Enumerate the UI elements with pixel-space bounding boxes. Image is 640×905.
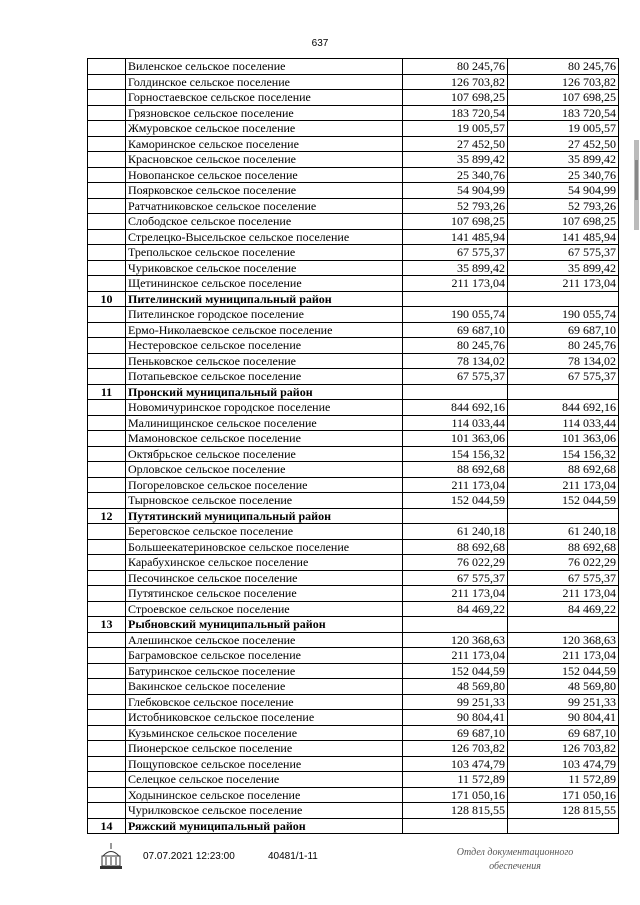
row-name: Строевское сельское поселение (126, 601, 403, 617)
settlement-row (88, 167, 619, 183)
row-value-2: 844 692,16 (508, 400, 619, 416)
row-index (88, 632, 126, 648)
settlement-row (88, 183, 619, 199)
row-name: Виленское сельское поселение (126, 59, 403, 75)
page-number: 637 (311, 38, 329, 49)
row-value-2: 54 904,99 (508, 183, 619, 199)
row-name: Новомичуринское городское поселение (126, 400, 403, 416)
row-index (88, 121, 126, 137)
settlement-row (88, 90, 619, 106)
row-value-1 (403, 818, 508, 834)
building-emblem-icon (99, 842, 123, 872)
row-name: Голдинское сельское поселение (126, 74, 403, 90)
row-index: 12 (88, 508, 126, 524)
row-value-1: 107 698,25 (403, 90, 508, 106)
row-value-2: 211 173,04 (508, 276, 619, 292)
row-index (88, 694, 126, 710)
department-stamp (440, 846, 590, 874)
row-name: Ермо-Николаевское сельское поселение (126, 322, 403, 338)
row-index (88, 415, 126, 431)
row-value-2: 152 044,59 (508, 493, 619, 509)
row-value-2: 211 173,04 (508, 477, 619, 493)
settlement-row (88, 756, 619, 772)
row-value-1: 190 055,74 (403, 307, 508, 323)
row-value-2: 154 156,32 (508, 446, 619, 462)
row-index (88, 105, 126, 121)
row-index (88, 477, 126, 493)
settlement-row (88, 400, 619, 416)
row-index (88, 167, 126, 183)
row-index (88, 756, 126, 772)
row-name: Новопанское сельское поселение (126, 167, 403, 183)
settlement-row (88, 539, 619, 555)
row-name: Баграмовское сельское поселение (126, 648, 403, 664)
row-value-2: 120 368,63 (508, 632, 619, 648)
row-name: Пеньковское сельское поселение (126, 353, 403, 369)
row-value-2: 126 703,82 (508, 741, 619, 757)
row-index (88, 710, 126, 726)
footer-datetime: 07.07.2021 12:23:00 (143, 851, 235, 862)
row-index (88, 493, 126, 509)
row-name: Береговское сельское поселение (126, 524, 403, 540)
row-index (88, 90, 126, 106)
settlement-row (88, 74, 619, 90)
row-value-1: 69 687,10 (403, 322, 508, 338)
settlement-row (88, 477, 619, 493)
row-value-1: 126 703,82 (403, 741, 508, 757)
row-value-1: 211 173,04 (403, 276, 508, 292)
row-name: Трепольское сельское поселение (126, 245, 403, 261)
row-index: 11 (88, 384, 126, 400)
row-name: Нестеровское сельское поселение (126, 338, 403, 354)
row-name: Малинищинское сельское поселение (126, 415, 403, 431)
row-value-2: 67 575,37 (508, 245, 619, 261)
row-name: Пителинский муниципальный район (126, 291, 403, 307)
row-value-1: 99 251,33 (403, 694, 508, 710)
row-value-2: 84 469,22 (508, 601, 619, 617)
row-name: Карабухинское сельское поселение (126, 555, 403, 571)
row-value-2: 114 033,44 (508, 415, 619, 431)
row-value-1: 54 904,99 (403, 183, 508, 199)
row-index (88, 353, 126, 369)
row-index (88, 586, 126, 602)
row-value-1: 183 720,54 (403, 105, 508, 121)
row-value-2: 67 575,37 (508, 570, 619, 586)
row-name: Пионерское сельское поселение (126, 741, 403, 757)
row-value-2 (508, 818, 619, 834)
settlement-row (88, 415, 619, 431)
row-value-1: 80 245,76 (403, 338, 508, 354)
row-index (88, 679, 126, 695)
row-value-2: 35 899,42 (508, 152, 619, 168)
settlement-row (88, 725, 619, 741)
row-value-1: 103 474,79 (403, 756, 508, 772)
table-body (88, 59, 619, 834)
settlement-row (88, 214, 619, 230)
settlement-row (88, 59, 619, 75)
row-index (88, 555, 126, 571)
row-value-2: 101 363,06 (508, 431, 619, 447)
row-name: Глебковское сельское поселение (126, 694, 403, 710)
settlement-row (88, 803, 619, 819)
row-value-2: 35 899,42 (508, 260, 619, 276)
row-index (88, 245, 126, 261)
row-name: Поярковское сельское поселение (126, 183, 403, 199)
district-row (88, 617, 619, 633)
row-index (88, 462, 126, 478)
settlement-row (88, 493, 619, 509)
row-index (88, 787, 126, 803)
row-value-2: 48 569,80 (508, 679, 619, 695)
row-index (88, 741, 126, 757)
row-value-2: 152 044,59 (508, 663, 619, 679)
row-value-1: 61 240,18 (403, 524, 508, 540)
footer-doc-number: 40481/1-11 (268, 851, 318, 862)
row-value-2: 107 698,25 (508, 214, 619, 230)
row-value-1: 107 698,25 (403, 214, 508, 230)
row-value-2: 190 055,74 (508, 307, 619, 323)
row-value-1: 27 452,50 (403, 136, 508, 152)
settlement-row (88, 632, 619, 648)
settlement-row (88, 276, 619, 292)
row-index (88, 446, 126, 462)
row-index (88, 431, 126, 447)
row-name: Ратчатниковское сельское поселение (126, 198, 403, 214)
row-index (88, 400, 126, 416)
row-index (88, 59, 126, 75)
row-index (88, 183, 126, 199)
row-value-1: 78 134,02 (403, 353, 508, 369)
row-value-2 (508, 508, 619, 524)
row-name: Тырновское сельское поселение (126, 493, 403, 509)
row-value-2: 76 022,29 (508, 555, 619, 571)
settlement-row (88, 648, 619, 664)
row-value-1: 120 368,63 (403, 632, 508, 648)
row-value-1: 152 044,59 (403, 663, 508, 679)
row-value-1: 101 363,06 (403, 431, 508, 447)
row-value-2: 141 485,94 (508, 229, 619, 245)
row-name: Вакинское сельское поселение (126, 679, 403, 695)
row-value-2: 11 572,89 (508, 772, 619, 788)
settlement-row (88, 121, 619, 137)
row-index (88, 648, 126, 664)
row-name: Погореловское сельское поселение (126, 477, 403, 493)
settlement-row (88, 601, 619, 617)
settlement-row (88, 322, 619, 338)
settlement-row (88, 229, 619, 245)
row-value-1: 844 692,16 (403, 400, 508, 416)
row-value-2 (508, 617, 619, 633)
row-name: Песочинское сельское поселение (126, 570, 403, 586)
row-name: Истобниковское сельское поселение (126, 710, 403, 726)
settlement-row (88, 570, 619, 586)
row-value-1: 52 793,26 (403, 198, 508, 214)
row-name: Путятинское сельское поселение (126, 586, 403, 602)
district-row (88, 384, 619, 400)
settlement-row (88, 679, 619, 695)
row-index: 14 (88, 818, 126, 834)
row-name: Пителинское городское поселение (126, 307, 403, 323)
row-value-1: 11 572,89 (403, 772, 508, 788)
row-name: Горностаевское сельское поселение (126, 90, 403, 106)
row-index (88, 198, 126, 214)
row-name: Чурилковское сельское поселение (126, 803, 403, 819)
row-value-1: 25 340,76 (403, 167, 508, 183)
row-value-2: 88 692,68 (508, 462, 619, 478)
district-row (88, 818, 619, 834)
settlement-row (88, 663, 619, 679)
settlement-row (88, 446, 619, 462)
row-index (88, 601, 126, 617)
row-value-2: 171 050,16 (508, 787, 619, 803)
row-value-1: 128 815,55 (403, 803, 508, 819)
stamp-line-2: обеспечения (489, 861, 541, 872)
district-row (88, 291, 619, 307)
district-row (88, 508, 619, 524)
settlement-row (88, 369, 619, 385)
row-value-1: 152 044,59 (403, 493, 508, 509)
row-value-1 (403, 617, 508, 633)
row-name: Щетининское сельское поселение (126, 276, 403, 292)
row-name: Кузьминское сельское поселение (126, 725, 403, 741)
row-index (88, 369, 126, 385)
row-index (88, 539, 126, 555)
row-value-2: 78 134,02 (508, 353, 619, 369)
row-index (88, 772, 126, 788)
row-value-2: 103 474,79 (508, 756, 619, 772)
settlement-row (88, 555, 619, 571)
row-value-1: 67 575,37 (403, 369, 508, 385)
row-value-2: 211 173,04 (508, 648, 619, 664)
settlement-row (88, 307, 619, 323)
row-name: Орловское сельское поселение (126, 462, 403, 478)
row-index (88, 276, 126, 292)
row-value-2: 80 245,76 (508, 338, 619, 354)
row-value-1: 126 703,82 (403, 74, 508, 90)
row-value-1: 114 033,44 (403, 415, 508, 431)
row-name: Большеекатериновское сельское поселение (126, 539, 403, 555)
row-index: 13 (88, 617, 126, 633)
row-value-2: 80 245,76 (508, 59, 619, 75)
row-name: Жмуровское сельское поселение (126, 121, 403, 137)
row-name: Ходынинское сельское поселение (126, 787, 403, 803)
row-value-1: 35 899,42 (403, 152, 508, 168)
row-index (88, 307, 126, 323)
row-name: Чуриковское сельское поселение (126, 260, 403, 276)
row-value-2: 90 804,41 (508, 710, 619, 726)
stamp-line-1: Отдел документационного (456, 847, 574, 858)
row-name: Путятинский муниципальный район (126, 508, 403, 524)
row-name: Октябрьское сельское поселение (126, 446, 403, 462)
row-value-2: 88 692,68 (508, 539, 619, 555)
settlement-row (88, 772, 619, 788)
row-value-1: 171 050,16 (403, 787, 508, 803)
row-name: Потапьевское сельское поселение (126, 369, 403, 385)
row-value-1: 76 022,29 (403, 555, 508, 571)
settlement-row (88, 152, 619, 168)
row-value-1: 211 173,04 (403, 586, 508, 602)
row-index (88, 338, 126, 354)
settlement-row (88, 198, 619, 214)
row-name: Селецкое сельское поселение (126, 772, 403, 788)
row-name: Рыбновский муниципальный район (126, 617, 403, 633)
row-value-1: 141 485,94 (403, 229, 508, 245)
row-value-1: 69 687,10 (403, 725, 508, 741)
settlement-row (88, 245, 619, 261)
row-value-1: 154 156,32 (403, 446, 508, 462)
row-index (88, 260, 126, 276)
row-value-2: 61 240,18 (508, 524, 619, 540)
row-value-1 (403, 508, 508, 524)
row-value-2 (508, 291, 619, 307)
row-name: Красновское сельское поселение (126, 152, 403, 168)
settlement-row (88, 524, 619, 540)
row-value-2: 126 703,82 (508, 74, 619, 90)
row-value-2: 69 687,10 (508, 322, 619, 338)
row-name: Ряжский муниципальный район (126, 818, 403, 834)
row-value-2: 19 005,57 (508, 121, 619, 137)
row-name: Слободское сельское поселение (126, 214, 403, 230)
row-value-1: 35 899,42 (403, 260, 508, 276)
settlement-row (88, 353, 619, 369)
row-name: Пощуповское сельское поселение (126, 756, 403, 772)
row-index (88, 322, 126, 338)
row-name: Пронский муниципальный район (126, 384, 403, 400)
row-value-1: 48 569,80 (403, 679, 508, 695)
row-name: Батуринское сельское поселение (126, 663, 403, 679)
settlement-row (88, 710, 619, 726)
row-value-1: 84 469,22 (403, 601, 508, 617)
row-value-1: 88 692,68 (403, 539, 508, 555)
row-value-1: 67 575,37 (403, 570, 508, 586)
settlement-row (88, 586, 619, 602)
row-index (88, 803, 126, 819)
settlement-row (88, 787, 619, 803)
row-name: Стрелецко-Высельское сельское поселение (126, 229, 403, 245)
row-value-1: 19 005,57 (403, 121, 508, 137)
row-value-2: 128 815,55 (508, 803, 619, 819)
settlement-row (88, 105, 619, 121)
settlement-row (88, 338, 619, 354)
row-value-1: 67 575,37 (403, 245, 508, 261)
settlement-row (88, 462, 619, 478)
row-value-1: 211 173,04 (403, 648, 508, 664)
row-value-1: 80 245,76 (403, 59, 508, 75)
row-name: Мамоновское сельское поселение (126, 431, 403, 447)
budget-table (87, 58, 619, 834)
row-index (88, 152, 126, 168)
row-value-1 (403, 291, 508, 307)
row-name: Каморинское сельское поселение (126, 136, 403, 152)
row-value-2: 183 720,54 (508, 105, 619, 121)
row-value-1: 211 173,04 (403, 477, 508, 493)
row-index (88, 136, 126, 152)
row-value-1: 90 804,41 (403, 710, 508, 726)
settlement-row (88, 431, 619, 447)
row-index (88, 663, 126, 679)
row-value-2: 52 793,26 (508, 198, 619, 214)
settlement-row (88, 741, 619, 757)
scan-edge-mark (630, 140, 640, 230)
row-value-1: 88 692,68 (403, 462, 508, 478)
settlement-row (88, 260, 619, 276)
settlement-row (88, 136, 619, 152)
row-index (88, 725, 126, 741)
row-value-2: 69 687,10 (508, 725, 619, 741)
row-value-2: 107 698,25 (508, 90, 619, 106)
row-value-2: 25 340,76 (508, 167, 619, 183)
row-value-1 (403, 384, 508, 400)
row-index (88, 74, 126, 90)
row-name: Алешинское сельское поселение (126, 632, 403, 648)
row-value-2: 211 173,04 (508, 586, 619, 602)
row-name: Грязновское сельское поселение (126, 105, 403, 121)
row-value-2: 99 251,33 (508, 694, 619, 710)
row-value-2 (508, 384, 619, 400)
row-index (88, 229, 126, 245)
row-index (88, 570, 126, 586)
row-index (88, 524, 126, 540)
row-index: 10 (88, 291, 126, 307)
row-index (88, 214, 126, 230)
row-value-2: 27 452,50 (508, 136, 619, 152)
settlement-row (88, 694, 619, 710)
row-value-2: 67 575,37 (508, 369, 619, 385)
